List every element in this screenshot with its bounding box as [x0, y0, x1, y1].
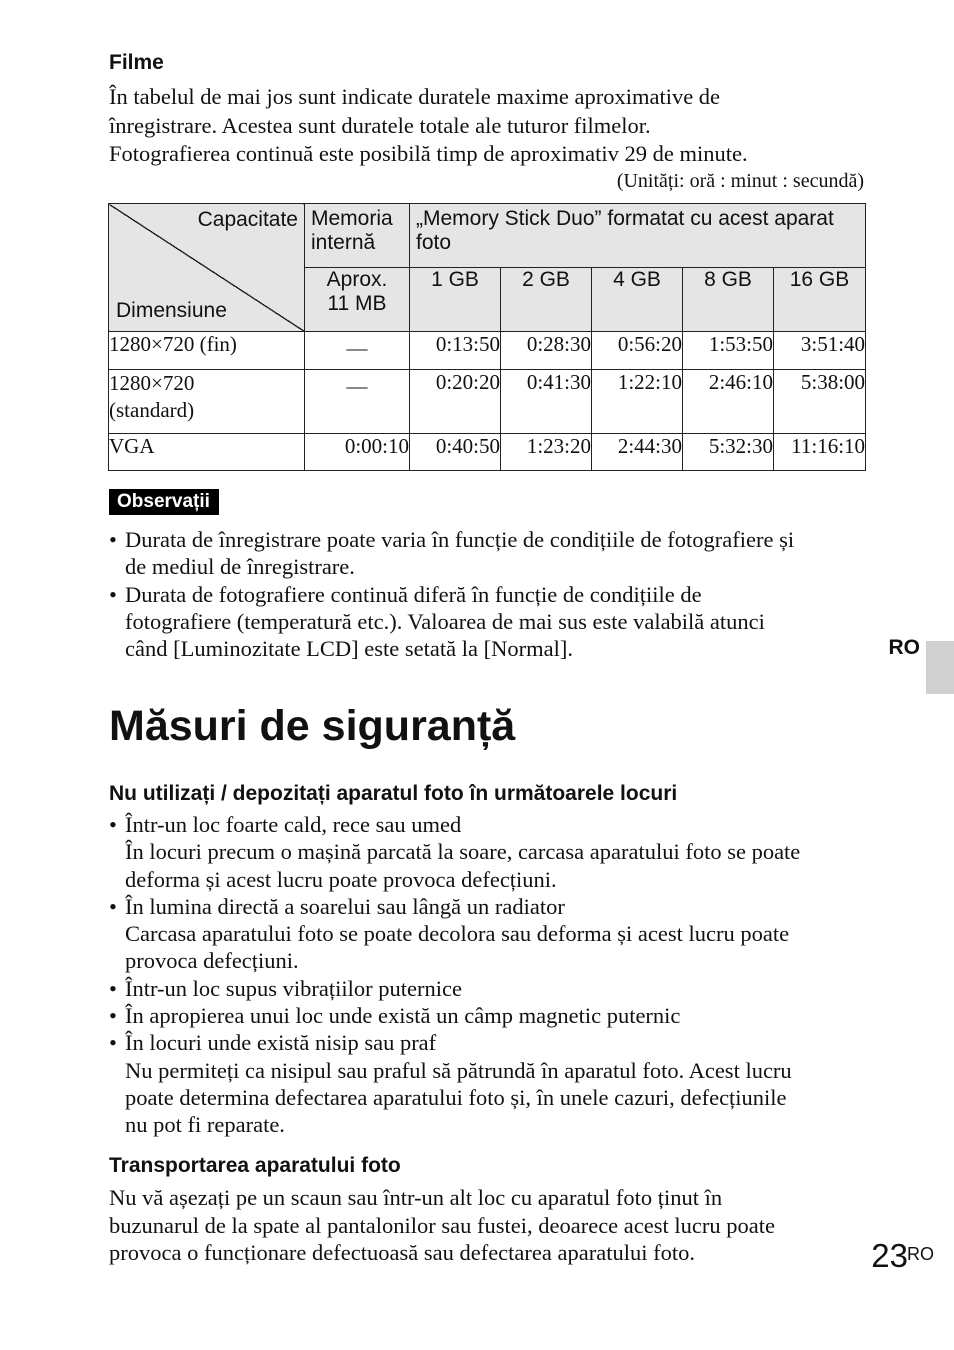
list-item-line: În apropierea unui loc unde există un câmp magnetic puternic [125, 1003, 681, 1029]
bullet: • [109, 527, 117, 552]
list-item [109, 975, 800, 1002]
table-cell: 2:44:30 [592, 434, 683, 471]
table-cell: 0:28:30 [501, 332, 592, 370]
list-item [109, 811, 800, 893]
capacity-col-header: 1 GB [410, 268, 501, 332]
capacity-col-header: Aprox. 11 MB [305, 268, 410, 332]
capacity-col-header: 8 GB [683, 268, 774, 332]
list-item-line: nu pot fi reparate. [125, 1112, 285, 1138]
list-item [109, 1029, 800, 1138]
list-item [109, 1002, 800, 1029]
table-row [109, 434, 866, 471]
capacity-col-header: 16 GB [774, 268, 866, 332]
safety-subheading: Nu utilizați / depozitați aparatul foto în următoarele locuri [109, 782, 678, 805]
list-item-line: poate determina defectarea aparatului foto și, în unele cazuri, defecțiunile [125, 1084, 787, 1110]
page-title: Măsuri de siguranță [109, 702, 516, 750]
language-tab-marker [926, 641, 954, 694]
units-note: (Unități: oră : minut : secundă) [616, 170, 864, 192]
observations-badge: Observații [109, 489, 219, 515]
list-item-line: Carcasa aparatului foto se poate decolora sau deforma și acest lucru poate [125, 921, 790, 947]
list-item-line: În locuri precum o mașină parcată la soare, carcasa aparatului foto se poate [125, 839, 801, 865]
table-row [109, 332, 866, 370]
list-item [109, 893, 800, 975]
bullet: • [109, 581, 117, 607]
table-corner-cell [109, 204, 305, 332]
table-cell: 3:51:40 [774, 332, 866, 370]
list-item-line: de mediul de înregistrare. [125, 554, 355, 580]
list-item-line: deforma și acest lucru poate provoca defecțiuni. [125, 866, 557, 892]
observations-list [109, 526, 794, 662]
table-cell: 0:40:50 [410, 434, 501, 471]
transport-paragraph [109, 1184, 775, 1267]
bullet: • [109, 1030, 117, 1056]
paragraph-line: provoca o funcționare defectuoasă sau defectarea aparatului foto. [109, 1240, 695, 1265]
table-cell: 0:13:50 [410, 332, 501, 370]
page-number-suffix: RO [907, 1244, 934, 1264]
table-row [109, 370, 866, 434]
list-item-line: Durata de fotografiere continuă diferă în funcție de condițiile de [125, 581, 702, 607]
paragraph-line: buzunarul de la spate al pantalonilor sau fustei, deoarece acest lucru poate [109, 1212, 775, 1238]
internal-memory-header: Memoria internă [305, 204, 410, 268]
films-heading: Filme [109, 51, 164, 74]
table-cell: 0:56:20 [592, 332, 683, 370]
list-item-line: Într-un loc supus vibrațiilor puternice [125, 975, 462, 1001]
row-label: 1280×720 (fin) [109, 332, 305, 370]
list-item-line: În lumina directă a soarelui sau lângă un radiator [125, 893, 565, 919]
memory-stick-header: „Memory Stick Duo” formatat cu acest aparat foto [410, 204, 866, 268]
table-cell: 5:32:30 [683, 434, 774, 471]
table-cell: 2:46:10 [683, 370, 774, 434]
table-cell: 0:00:10 [305, 434, 410, 471]
capacity-col-header: 4 GB [592, 268, 683, 332]
table-cell: 1:23:20 [501, 434, 592, 471]
table-cell: 0:41:30 [501, 370, 592, 434]
safety-list [109, 811, 800, 1139]
list-item-line: provoca defecțiuni. [125, 948, 299, 974]
list-item [109, 581, 794, 663]
list-item [109, 526, 794, 581]
recording-time-table [108, 203, 866, 471]
list-item-line: fotografiere (temperatură etc.). Valoarea de mai sus este valabilă atunci [125, 608, 765, 634]
transport-heading: Transportarea aparatului foto [109, 1154, 401, 1177]
paragraph-line: Nu vă așezați pe un scaun sau într-un alt loc cu aparatul foto ținut în [109, 1185, 723, 1210]
language-tab-label: RO [888, 636, 920, 659]
row-label: 1280×720 (standard) [109, 370, 305, 434]
table-cell: 11:16:10 [774, 434, 866, 471]
bullet: • [109, 893, 117, 919]
list-item-line: În locuri unde există nisip sau praf [125, 1030, 437, 1056]
films-intro-line: înregistrare. Acestea sunt duratele totale ale tuturor filmelor. [109, 112, 651, 138]
list-item-line: Durata de înregistrare poate varia în funcție de condițiile de fotografiere și [125, 527, 795, 552]
films-intro [109, 83, 748, 169]
row-label: VGA [109, 434, 305, 471]
bullet: • [109, 975, 117, 1001]
table-cell: 1:53:50 [683, 332, 774, 370]
films-intro-line: În tabelul de mai jos sunt indicate duratele maxime aproximative de [109, 84, 721, 109]
bullet: • [109, 812, 117, 837]
page-number: 23 [871, 1237, 908, 1274]
list-item-line: când [Luminozitate LCD] este setată la [Normal]. [125, 636, 573, 662]
table-cell: — [305, 332, 410, 370]
table-cell: 0:20:20 [410, 370, 501, 434]
films-intro-line: Fotografierea continuă este posibilă timp de aproximativ 29 de minute. [109, 141, 748, 166]
table-cell: 5:38:00 [774, 370, 866, 434]
capacity-label: Capacitate [197, 208, 298, 231]
dimension-label: Dimensiune [116, 299, 227, 322]
bullet: • [109, 1003, 117, 1029]
list-item-line: Într-un loc foarte cald, rece sau umed [125, 812, 462, 837]
capacity-col-header: 2 GB [501, 268, 592, 332]
table-cell: — [305, 370, 410, 434]
table-cell: 1:22:10 [592, 370, 683, 434]
list-item-line: Nu permiteți ca nisipul sau praful să pătrundă în aparatul foto. Acest lucru [125, 1057, 792, 1083]
